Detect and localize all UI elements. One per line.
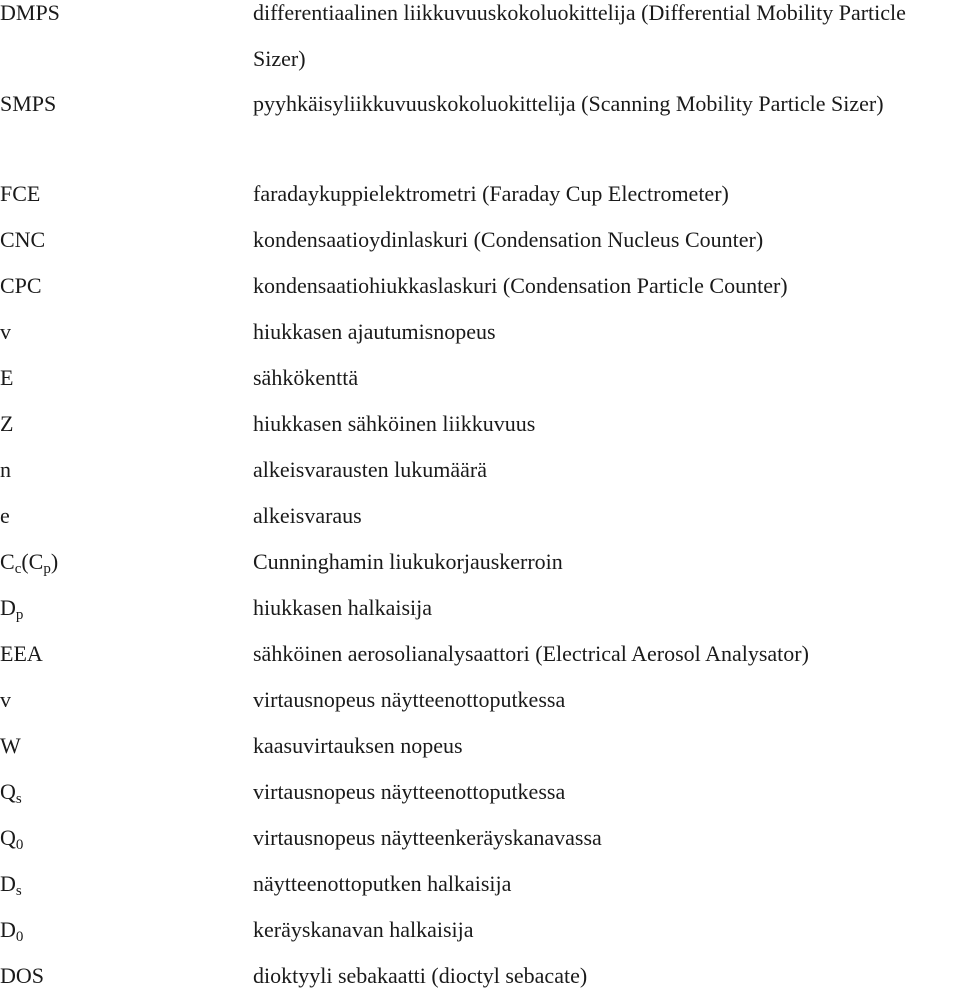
abbreviation-definition: faradaykuppielektrometri (Faraday Cup Electrometer) [253,181,729,206]
abbreviation-term: CNC [0,227,46,252]
abbreviation-definition: pyyhkäisyliikkuvuuskokoluokittelija (Scanning Mobility Particle Sizer) [253,91,884,116]
abbreviation-term: FCE [0,181,41,206]
abbreviation-definition: virtausnopeus näytteenottoputkessa [253,687,566,712]
abbreviation-term: v [0,319,11,344]
abbreviation-definition: sähköinen aerosolianalysaattori (Electrical Aerosol Analysator) [253,641,809,666]
abbreviation-definition: dioktyyli sebakaatti (dioctyl sebacate) [253,963,588,988]
abbreviation-definition: alkeisvaraus [253,503,362,528]
abbreviation-term: $Q_0$ [0,825,24,853]
abbreviation-definition: kaasuvirtauksen nopeus [253,733,463,758]
abbreviation-term: DMPS [0,0,60,25]
abbreviation-term: Z [0,411,14,436]
abbreviation-term: $Q_s$ [0,779,22,807]
abbreviation-term: CPC [0,273,42,298]
abbreviation-definition: virtausnopeus näytteenkeräyskanavassa [253,825,602,850]
abbreviation-definition: virtausnopeus näytteenottoputkessa [253,779,566,804]
abbreviation-definition: kondensaatiohiukkaslaskuri (Condensation Particle Counter) [253,273,788,298]
abbreviation-definition: differentiaalinen liikkuvuuskokoluokittelija (Differential Mobility Particle Sizer) [253,0,906,71]
abbreviation-term: $D_p$ [0,595,24,623]
abbreviation-term: W [0,733,21,758]
abbreviation-term: $D_0$ [0,917,24,945]
abbreviation-term: EEA [0,641,43,666]
abbreviation-term: e [0,503,10,528]
abbreviation-term: SMPS [0,91,57,116]
abbreviation-definition: hiukkasen halkaisija [253,595,433,620]
abbreviation-term: $C_c(C_p)$ [0,549,59,577]
abbreviation-term: $D_s$ [0,871,22,899]
abbreviation-definition: alkeisvarausten lukumäärä [253,457,487,482]
abbreviation-definition: sähkökenttä [253,365,359,390]
abbreviation-definition: näytteenottoputken halkaisija [253,871,512,896]
abbreviation-term: DOS [0,963,45,988]
abbreviation-definition: kondensaatioydinlaskuri (Condensation Nucleus Counter) [253,227,764,252]
abbreviation-term: n [0,457,11,482]
abbreviation-definition: hiukkasen ajautumisnopeus [253,319,496,344]
abbreviation-term: E [0,365,14,390]
abbreviation-definition: hiukkasen sähköinen liikkuvuus [253,411,536,436]
abbreviation-term: v [0,687,11,712]
abbreviation-definition: Cunninghamin liukukorjauskerroin [253,549,563,574]
abbreviation-definition: keräyskanavan halkaisija [253,917,474,942]
